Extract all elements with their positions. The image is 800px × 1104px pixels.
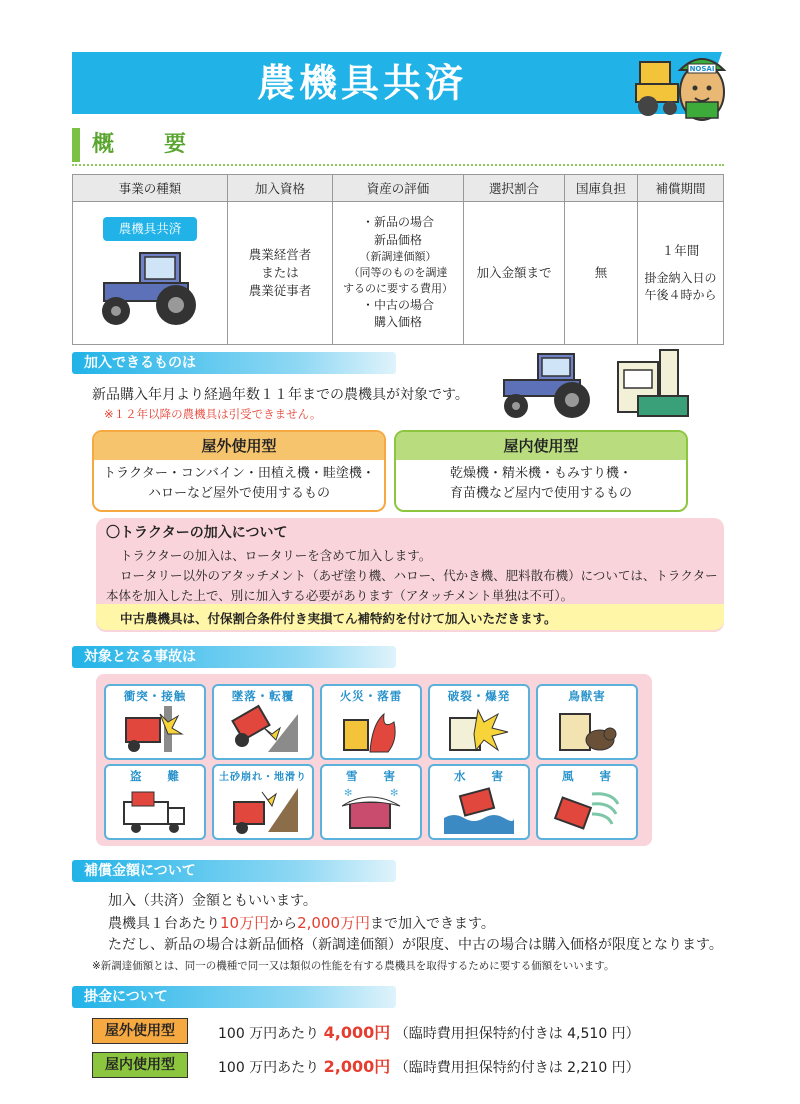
accident-rupture-explosion (428, 684, 530, 760)
indoor-type-title: 屋内使用型 (396, 432, 686, 460)
landslide-icon (228, 784, 298, 834)
dryer-machine-icon (608, 346, 700, 426)
premium-amount: 4,000円 (323, 1023, 391, 1042)
period-cell (638, 202, 724, 345)
table-header: 選択割合 (464, 175, 565, 202)
premium-note: （臨時費用担保特約付きは 4,510 円） (394, 1026, 640, 1042)
accident-label: 盗 難 (130, 769, 180, 783)
eligible-section-header: 加入できるものは (72, 352, 396, 374)
used-note: 中古農機具は、付保割合条件付き実損てん補特約を付けて加入いただきます。 (120, 611, 557, 626)
accident-label: 破裂・爆発 (447, 689, 511, 703)
accident-fire-lightning (320, 684, 422, 760)
eligibility-line: 農業従事者 (248, 283, 312, 299)
mascot-cap-text: NOSAI (689, 65, 715, 73)
tractor-note-line: 本体を加入した上で、別に加入する必要があります（アタッチメント単独は不可）。 (106, 588, 574, 603)
accident-label: 風 害 (562, 769, 612, 783)
theft-icon (120, 784, 190, 834)
accident-flood (428, 764, 530, 840)
accident-wildlife (536, 684, 638, 760)
valuation-line: （新調達価額） (359, 250, 437, 264)
tractor-icon (90, 247, 210, 329)
page-title: 農機具共済 (256, 61, 467, 105)
eligibility-line: 農業経営者 (248, 246, 312, 262)
accident-label: 墜落・転覆 (231, 689, 295, 703)
outdoor-type-line: ハローなど屋外で使用するもの (147, 486, 330, 501)
valuation-line: ・新品の場合 (361, 215, 434, 230)
collision-icon (120, 704, 190, 754)
table-header: 事業の種類 (73, 175, 228, 202)
coverage-note: ※新調達価額とは、同一の機種で同一又は類似の性能を有する農機具を取得するために要する価額をいいます。 (92, 960, 615, 972)
accident-theft (104, 764, 206, 840)
mascot-illustration (632, 40, 732, 126)
overview-table (72, 174, 724, 345)
product-label: 農機具共済 (103, 217, 198, 241)
table-header-row (73, 175, 724, 202)
premium-section-header: 掛金について (72, 986, 396, 1008)
premium-type-outdoor: 屋外使用型 (92, 1018, 188, 1044)
accident-label: 衝突・接触 (123, 689, 187, 703)
overview-divider (72, 164, 724, 166)
coverage-max-amount: 2,000万円 (297, 914, 371, 932)
coverage-text: から (269, 916, 298, 932)
coverage-text: まで加入できます。 (370, 916, 495, 932)
period-value: １年間 (661, 242, 700, 258)
coverage-line-3: ただし、新品の場合は新品価格（新調達価額）が限度、中古の場合は購入価格が限度となります。 (108, 937, 723, 953)
eligibility-line: または (261, 264, 299, 280)
premium-type-indoor: 屋内使用型 (92, 1052, 188, 1078)
snow-icon (336, 784, 406, 834)
accident-collision (104, 684, 206, 760)
wind-icon (552, 784, 622, 834)
accident-label: 水 害 (454, 769, 504, 783)
accident-label: 鳥獣害 (568, 689, 606, 703)
accident-label: 土砂崩れ・地滑り (219, 772, 307, 783)
accident-fall-overturn (212, 684, 314, 760)
indoor-type-box (394, 430, 688, 512)
tractor-note-line: ロータリー以外のアタッチメント（あぜ塗り機、ハロー、代かき機、肥料散布機）については、トラクター (120, 568, 718, 583)
flood-icon (444, 784, 514, 834)
premium-row-indoor (218, 1054, 640, 1077)
tractor-small-icon (494, 350, 600, 422)
coverage-text: 農機具１台あたり (108, 916, 220, 932)
overview-heading: 概 要 (92, 132, 201, 157)
accident-wind (536, 764, 638, 840)
premium-prefix: 100 万円あたり (218, 1060, 320, 1076)
table-row (73, 202, 724, 345)
eligibility-cell (228, 202, 333, 345)
accident-label: 火災・落雷 (339, 689, 403, 703)
explosion-icon (444, 704, 514, 754)
premium-row-outdoor (218, 1020, 640, 1043)
overturn-icon (228, 704, 298, 754)
selection-cell: 加入金額まで (464, 202, 565, 345)
overview-heading-bar (72, 128, 80, 162)
table-header: 補償期間 (638, 175, 724, 202)
accident-label: 雪 害 (346, 769, 396, 783)
valuation-line: （同等のものを調達 (348, 266, 448, 280)
outdoor-type-line: トラクター・コンバイン・田植え機・畦塗機・ (103, 466, 375, 481)
valuation-cell (333, 202, 464, 345)
valuation-line: 新品価格 (373, 232, 422, 247)
period-note: 掛金納入日の (644, 270, 717, 285)
valuation-line: ・中古の場合 (361, 297, 434, 312)
table-header: 国庫負担 (565, 175, 638, 202)
tractor-note-line: トラクターの加入は、ロータリーを含めて加入します。 (120, 548, 432, 563)
fire-icon (336, 704, 406, 754)
wildlife-icon (552, 704, 622, 754)
table-header: 資産の評価 (333, 175, 464, 202)
coverage-section-header: 補償金額について (72, 860, 396, 882)
tractor-note-title: 〇トラクターの加入について (106, 525, 288, 541)
accident-landslide (212, 764, 314, 840)
premium-prefix: 100 万円あたり (218, 1026, 320, 1042)
svg-text:✻: ✻ (390, 788, 399, 799)
accidents-section-header: 対象となる事故は (72, 646, 396, 668)
premium-amount: 2,000円 (323, 1057, 391, 1076)
svg-text:✻: ✻ (344, 788, 353, 799)
indoor-type-line: 育苗機など屋内で使用するもの (449, 486, 632, 501)
valuation-line: するのに要する費用） (343, 281, 453, 295)
coverage-line-2 (108, 912, 495, 933)
outdoor-type-box (92, 430, 386, 512)
premium-note: （臨時費用担保特約付きは 2,210 円） (394, 1060, 640, 1076)
eligible-note: ※１２年以降の農機具は引受できません。 (104, 407, 322, 421)
table-header: 加入資格 (228, 175, 333, 202)
coverage-min-amount: 10万円 (220, 914, 270, 932)
outdoor-type-title: 屋外使用型 (94, 432, 384, 460)
accident-snow (320, 764, 422, 840)
eligible-text: 新品購入年月より経過年数１１年までの農機具が対象です。 (92, 387, 469, 403)
coverage-line-1: 加入（共済）金額ともいいます。 (108, 893, 317, 909)
indoor-type-line: 乾燥機・精米機・もみすり機・ (449, 466, 632, 481)
valuation-line: 購入価格 (373, 315, 422, 330)
subsidy-cell: 無 (565, 202, 638, 345)
period-note: 午後４時から (644, 288, 717, 303)
product-cell (73, 202, 228, 345)
